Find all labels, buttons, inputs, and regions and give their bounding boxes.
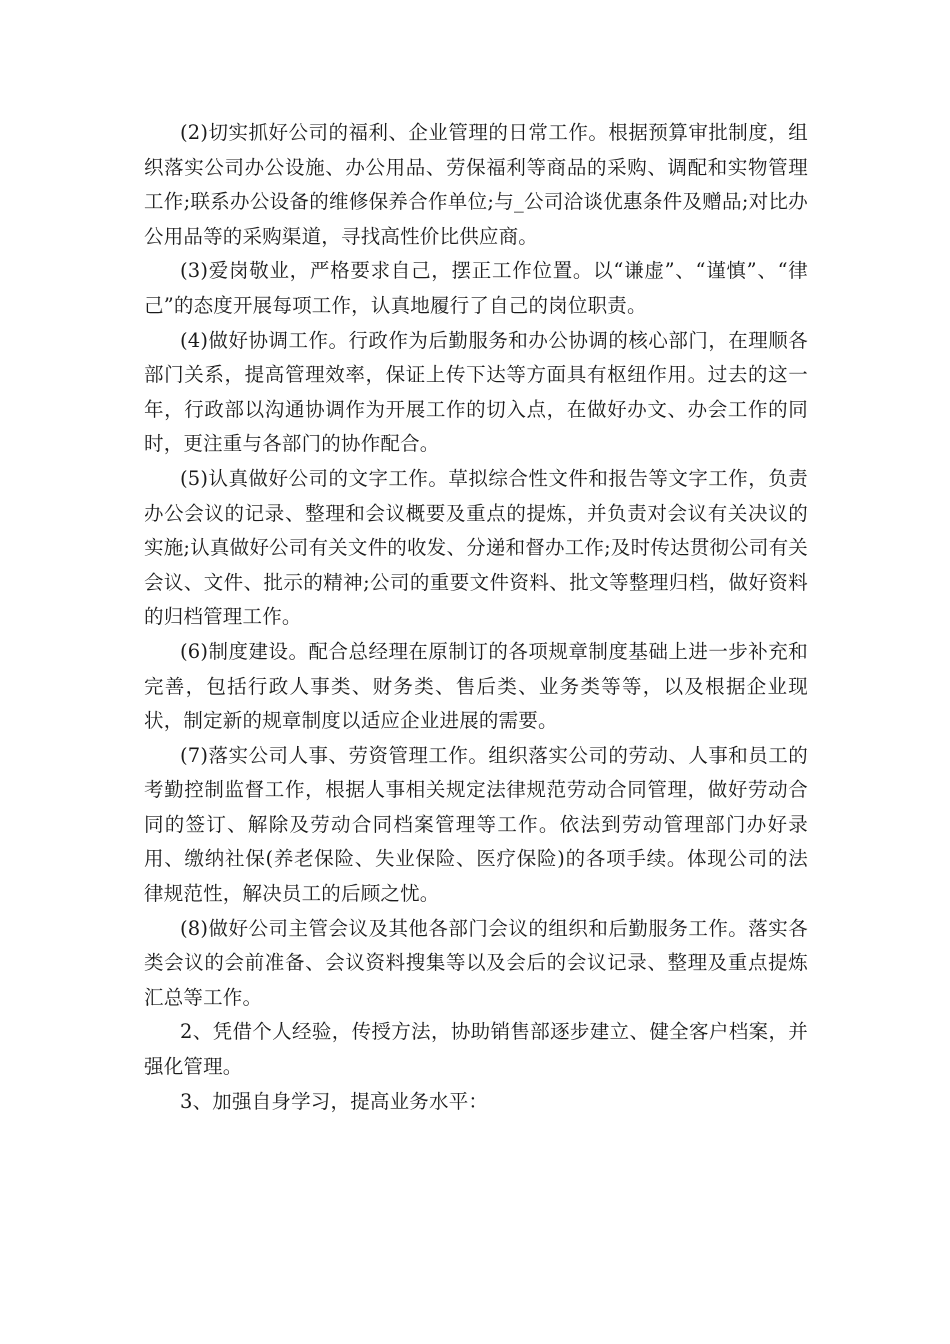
paragraph-customer-files: 2、凭借个人经验，传授方法，协助销售部逐步建立、健全客户档案，并强化管理。 bbox=[144, 1020, 808, 1079]
paragraph-welfare-management: (2)切实抓好公司的福利、企业管理的日常工作。根据预算审批制度，组织落实公司办公设施、办公用品、劳保福利等商品的采购、调配和实物管理工作;联系办公设备的维修保养合作单位;与_公司洽谈优惠条件及赠品;对比办公用品等的采购渠道，寻找高性价比供应商。 bbox=[144, 121, 808, 248]
paragraph-coordination: (4)做好协调工作。行政作为后勤服务和办公协调的核心部门，在理顺各部门关系，提高管理效率，保证上传下达等方面具有枢纽作用。过去的这一年，行政部以沟通协调作为开展工作的切入点，在做好办文、办会工作的同时，更注重与各部门的协作配合。 bbox=[144, 328, 808, 456]
paragraph-personnel-management: (7)落实公司人事、劳资管理工作。组织落实公司的劳动、人事和员工的考勤控制监督工作，根据人事相关规定法律规范劳动合同管理，做好劳动合同的签订、解除及劳动合同档案管理等工作。依法到劳动管理部门办好录用、缴纳社保(养老保险、失业保险、医疗保险)的各项手续。体现公司的法律规范性，解决员工的后顾之忧。 bbox=[144, 743, 808, 906]
paragraph-system-building: (6)制度建设。配合总经理在原制订的各项规章制度基础上进一步补充和完善，包括行政人事类、财务类、售后类、业务类等等，以及根据企业现状，制定新的规章制度以适应企业进展的需要。 bbox=[144, 639, 808, 733]
paragraph-writing-work: (5)认真做好公司的文字工作。草拟综合性文件和报告等文字工作，负责办公会议的记录、整理和会议概要及重点的提炼，并负责对会议有关决议的实施;认真做好公司有关文件的收发、分递和督办工作;及时传达贯彻公司有关会议、文件、批示的精神;公司的重要文件资料、批文等整理归档，做好资料的归档管理工作。 bbox=[144, 466, 808, 629]
paragraph-self-study: 3、加强自身学习，提高业务水平： bbox=[180, 1089, 489, 1113]
document-body bbox=[144, 116, 808, 1119]
paragraph-meeting-services: (8)做好公司主管会议及其他各部门会议的组织和后勤服务工作。落实各类会议的会前准备、会议资料搜集等以及会后的会议记录、整理及重点提炼汇总等工作。 bbox=[144, 916, 808, 1009]
paragraph-dedication: (3)爱岗敬业，严格要求自己，摆正工作位置。以“谦虚”、“谨慎”、“律己”的态度开展每项工作，认真地履行了自己的岗位职责。 bbox=[144, 259, 808, 317]
